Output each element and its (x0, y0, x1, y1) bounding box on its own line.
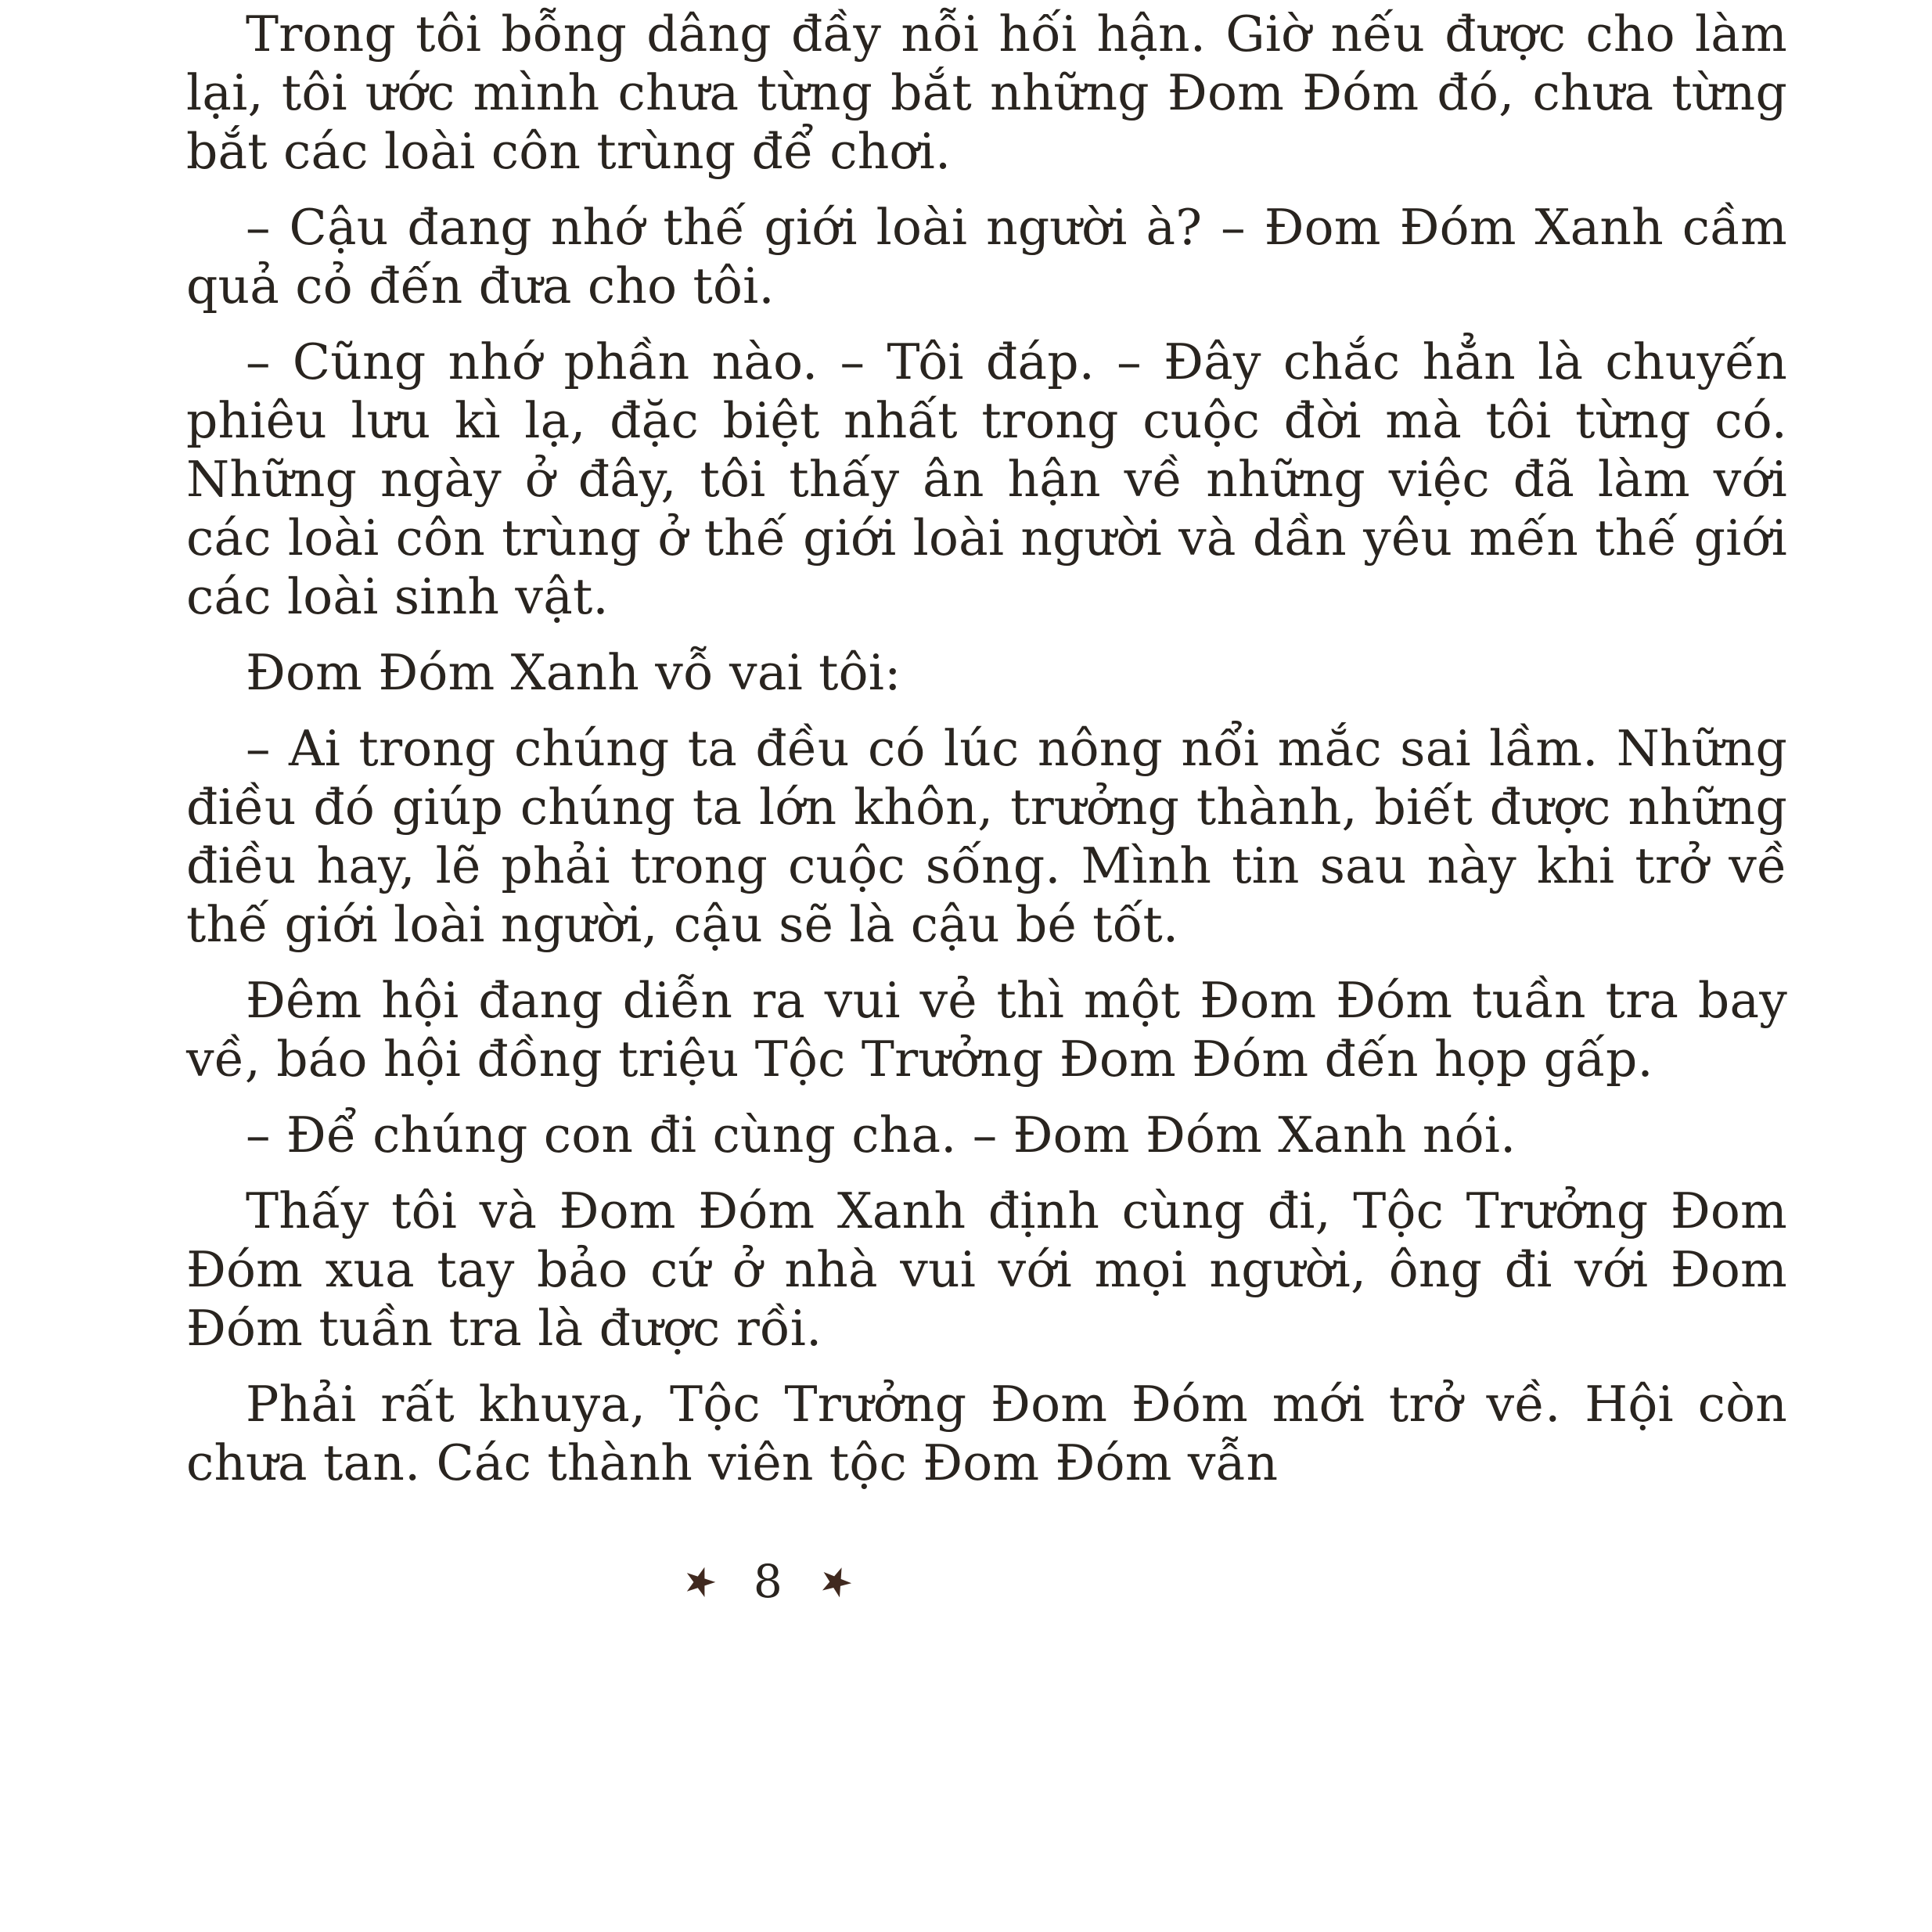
paragraph: Đom Đóm Xanh vỗ vai tôi: (246, 644, 901, 701)
page-footer (676, 1553, 861, 1610)
paragraph: – Cậu đang nhớ thế giới loài người à? – Đom Đóm Xanh cầm quả cỏ đến đưa cho tôi. (186, 199, 1787, 315)
paragraph: Trong tôi bỗng dâng đầy nỗi hối hận. Giờ nếu được cho làm lại, tôi ước mình chưa từng bắt những Đom Đóm đó, chưa từng bắt các loài côn trùng để chơi. (186, 5, 1787, 180)
body-text (186, 5, 1787, 1509)
paragraph: Thấy tôi và Đom Đóm Xanh định cùng đi, Tộc Trưởng Đom Đóm xua tay bảo cứ ở nhà vui với mọi người, ông đi với Đom Đóm tuần tra là được rồi. (186, 1182, 1787, 1357)
page-number: 8 (753, 1555, 783, 1608)
star-icon: ★ (676, 1554, 724, 1609)
star-icon: ★ (811, 1553, 861, 1610)
paragraph: Phải rất khuya, Tộc Trưởng Đom Đóm mới trở về. Hội còn chưa tan. Các thành viên tộc Đom Đóm vẫn (186, 1376, 1787, 1491)
paragraph: – Cũng nhớ phần nào. – Tôi đáp. – Đây chắc hẳn là chuyến phiêu lưu kì lạ, đặc biệt nhất trong cuộc đời mà tôi từng có. Những ngày ở đây, tôi thấy ân hận về những việc đã làm với các loài côn trùng ở thế giới loài người và dần yêu mến thế giới các loài sinh vật. (186, 333, 1787, 625)
paragraph: Đêm hội đang diễn ra vui vẻ thì một Đom Đóm tuần tra bay về, báo hội đồng triệu Tộc Trưởng Đom Đóm đến họp gấp. (186, 972, 1787, 1088)
paragraph: – Để chúng con đi cùng cha. – Đom Đóm Xanh nói. (246, 1106, 1516, 1164)
paragraph: – Ai trong chúng ta đều có lúc nông nổi mắc sai lầm. Những điều đó giúp chúng ta lớn khôn, trưởng thành, biết được những điều hay, lẽ phải trong cuộc sống. Mình tin sau này khi trở về thế giới loài người, cậu sẽ là cậu bé tốt. (186, 720, 1787, 953)
